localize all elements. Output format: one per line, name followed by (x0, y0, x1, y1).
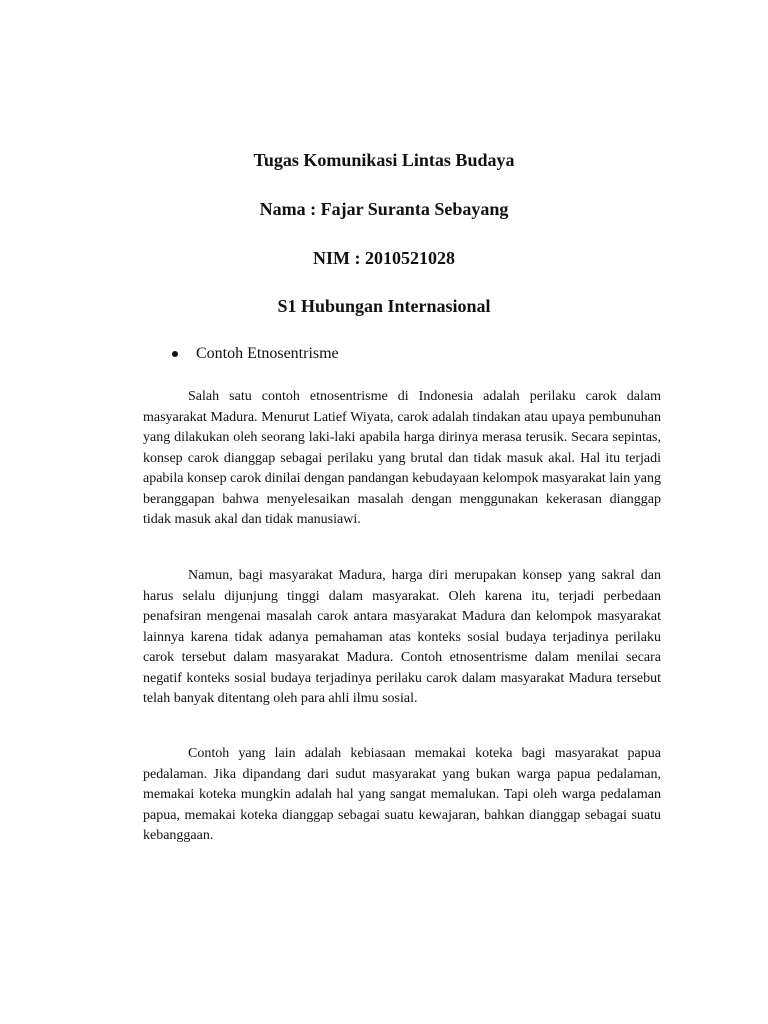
paragraph-2: Namun, bagi masyarakat Madura, harga diri merupakan konsep yang sakral dan harus selalu dijunjung tinggi dalam masyarakat. Oleh karena itu, terjadi perbedaan penafsiran mengenai masalah carok antara masyarakat Madura dan kelompok masyarakat lainnya karena tidak adanya pemahaman atas konteks sosial budaya terjadinya perilaku carok tersebut dalam masyarakat Madura. Contoh etnosentrisme dalam menilai secara negatif konteks sosial budaya terjadinya perilaku carok dalam masyarakat Madura tersebut telah banyak ditentang oleh para ahli ilmu sosial. (143, 568, 661, 706)
student-name: Nama : Fajar Suranta Sebayang (259, 199, 509, 219)
study-program: S1 Hubungan Internasional (277, 296, 491, 316)
student-nim: NIM : 2010521028 (313, 248, 455, 268)
section-bullet (172, 344, 339, 364)
section-heading: Contoh Etnosentrisme (196, 345, 339, 362)
bullet-icon (172, 351, 178, 357)
paragraph-1: Salah satu contoh etnosentrisme di Indonesia adalah perilaku carok dalam masyarakat Madura. Menurut Latief Wiyata, carok adalah tindakan atau upaya pembunuhan yang dilakukan oleh seorang laki-laki apabila harga dirinya merasa terusik. Secara sepintas, konsep carok dianggap sebagai perilaku yang brutal dan tidak masuk akal. Hal itu terjadi apabila konsep carok dinilai dengan pandangan kebudayaan kelompok masyarakat lain yang beranggapan bahwa menyelesaikan masalah dengan menggunakan kekerasan dianggap tidak masuk akal dan tidak manusiawi. (143, 389, 661, 527)
paragraph-3: Contoh yang lain adalah kebiasaan memakai koteka bagi masyarakat papua pedalaman. Jika dipandang dari sudut masyarakat yang bukan warga papua pedalaman, memakai koteka mungkin adalah hal yang sangat memalukan. Tapi oleh warga pedalaman papua, memakai koteka dianggap sebagai suatu kewajaran, bahkan dianggap sebagai suatu kebanggaan. (143, 746, 661, 843)
document-title: Tugas Komunikasi Lintas Budaya (253, 150, 515, 170)
